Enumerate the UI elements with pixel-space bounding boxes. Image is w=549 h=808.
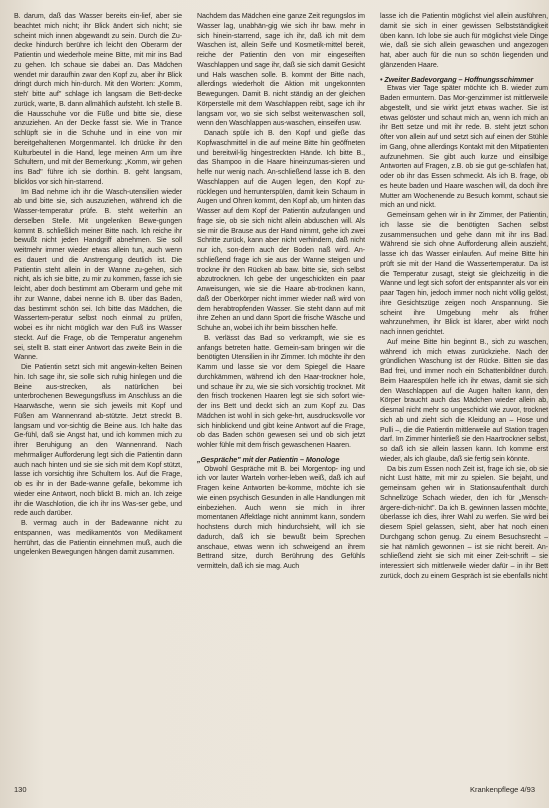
paragraph: B. vermag auch in der Badewanne nicht zu entspannen, was medikamentös von Medikament herrührt, das die Patientin einnehmen muß, auch die ungelenken Bewegungen hängen damit zusammen.	[14, 520, 182, 557]
page-footer	[14, 783, 535, 797]
paragraph: B. darum, daß das Wasser bereits ein-lief, aber sie beachtet mich nicht; ihr Blick ändert sich nicht; sie scheint mich innen abgewandt zu sein. Durch die Zu-decke hindurch berühre ich leicht den Oberarm der Patientin und wiederhole meine Bitte, mit mir ins Bad zu gehen. Ich schaue sie dabei an. Das Mädchen wendet mir daraufhin zwar den Kopf zu, aber ihr Blick dringt durch mich hin-durch. Mit den Worten: „Komm, steh' bitte auf" schlage ich langsam die Bett-decke zurück, warte, B. dann allmählich aufsteht. Ich stelle B. die Hausschuhe vor die Füße und bitte sie, diese anzuziehen. An der Decke fasst sie. Wie in Trance schlüpft sie in die Schuhe und in eine von mir bereitgehaltenen Morgenmantel. Ich drücke ihr den Kulturbeutel in die Hand, lege meinen Arm um ihre Schultern, und mit der Bemerkung: „Komm, wir gehen ins Bad" führe ich sie dorthin. B. geht langsam, blicklos vor sich hin-starrend.	[14, 13, 182, 186]
magazine-issue: Krankenpflege 4/93	[469, 785, 535, 794]
paragraph: Obwohl Gespräche mit B. bei Morgentop- ing und ich vor lauter Warteln vorher-leben weiß, daß ich auf Fragen keine Antworten be-komme, möchte ich sie wie einen psychisch Gesunden in alle Handlungen mit einbeziehen. Auch wenn sie mich in ihrer momentanen Affektlage nicht annimmt kann, sondern hochstens durch mich hindurchsieht, will ich sie dadurch, daß ich sie bewußt beim Sprechen anschaue, etwas wenn ich schweigend an ihrem Bettrand sitze, durch Berührung des Gefühls vermitteln, daß ich sie mag. Auch	[197, 465, 365, 570]
paragraph: lasse ich die Patientin möglichst viel allein ausführen, damit sie sich in einer gewissen Selbstständigkeit üben kann. Ich lobe sie auch für möglichst viele Dinge wie, daß sie sich allein gewaschen und angezogen hat, aber auch für die nun so schön liegenden und glänzenden Haare.	[380, 13, 548, 69]
text-column-1	[14, 12, 182, 778]
section-heading: „Gespräche" mit der Patientin – Monologe	[197, 454, 340, 464]
paragraph: Auf meine Bitte hin beginnt B., sich zu waschen, während ich mich etwas zurückziehe. Nach der gründlichen Waschung ist der Rücke. Bitten sie das Bad frei, und immer noch ein Schattenbildner durch. Beim Haarespülen helfe ich ihr etwas, damit sie sich den Waschlappen auf die Augen halten kann, den Körper braucht auch das Mädchen wieder allein ab, diesmal nicht mehr so ungeschickt wie zuvor, trocknet sich ab und zieht sich die Kleidung an – Hose und Pulli –, die die Patientin mittlerweile auf Station tragen darf. Im Zimmer hinterließ sie den Haartrockner selbst, so daß ich sie allein lassen kann. Ich komme erst wieder, als ich glaube, daß sie fertig sein könnte.	[380, 338, 548, 463]
paragraph: Gemeinsam gehen wir in ihr Zimmer, der Patientin, ich lasse sie die benötigten Sachen selbst zusammensuchen und gehe dann mit ihr ins Bad. Während sie sich ohne Aufforderung allein auszieht, lasse ich das Wasser einlaufen. Auf meine Bitte hin prüft sie mit der Hand die Wassertemperatur. Da ist die Temperatur zusagt, steigt sie gleichzeitig in die Wanne und legt sich sofort der entspannter als vor ein paar Tagen hin, jedoch immer noch nicht völlig gelöst, ihre Gesichtszüge zeigen noch Anspannung. Sie scheint ihre Umgebung mehr als früher wahrzunehmen, ihr Blick ist klarer, aber wirkt noch nach innen gerichtet.	[380, 212, 548, 336]
paragraph: Die Patientin setzt sich mit angewin-kelten Beinen hin. Ich sage ihr, sie solle sich ruhig hinlegen und die Beine aus-strecken, als natürlichen bei unterbrochenen Bewegungsfluss im Anschluss an die Haarwäsche, wenn sie sich jeweils mit Kopf und Füßen am Wannenrand ab-stützte. Jetzt streckt B. langsam und vor-sichtig die Beine aus. Ich halte das Ge-fühl, daß sie Angst hat, und ich kommen mich zu ihrer Beruhigung an den Wannenrand. Nach mehrmaliger Aufforderung legt sich die Patientin dann auch nach hinten und sie sie sich mit dem Kopf stützt, lasse ich vorsichtig ihre Schultern los. Auf die Frage, ob es ihr in der Bade-wanne gefalle, bekomme ich wieder eine Antwort, noch blickt B. mich an. Ich zeige ihr die Waschlotion, die ich ihr ins Was-ser gebe, und rede auch darüber.	[14, 364, 182, 518]
paragraph: Da bis zum Essen noch Zeit ist, frage ich sie, ob sie nicht Lust hätte, mit mir zu spielen. Sie bejaht, und gemeinsam gehen wir in Stationsaufenthalt durch Schnellzüge Schach wieder, den ich für „Mensch-ärgere-dich-nicht". Da ich B. gewinnen lassen möchte, überlasse ich dies, ihrer Wahl zu werfen. Sie wird bei diesem Spiel gelassen, sieht, aber hat noch einen Durchgang schon genug. Zu einem Besuchsrecht – sie hat nämlich gewonnen – ist sie nicht bereit. An-schließend zieht sie sich mit einer Zeit-schrift – sie interessiert sich mittlerweile wieder dafür – in ihr Bett zurück, doch zu einem Gespräch ist sie ebenfalls nicht	[380, 465, 548, 580]
paragraph: B. verlässt das Bad so verkrampft, wie sie es anfangs betreten hatte. Gemein-sam bringen wir die benötigten Utensilien in ihr Zimmer. Ich möchte ihr den Kamm und lasse sie vor dem Spiegel die Haare durchkämmen, während ich den Haar-trockner hole, und schaue ihr zu, wie sie sich vorsichtig trocknet. Mit den frisch trockenen Haaren legt sie sich sofort wie-der ins Bett und deckt sich an zum Kopf zu. Das Mädchen ist wohl in sich geke-hrt, ausdrucksvolle vor sich hinblickend und gibt keine Antwort auf die Frage, ob das Baden schön gewesen sei und ob sich jetzt wohler fühle mit dem frisch gewaschenen Haaren.	[197, 334, 365, 449]
text-column-2	[197, 12, 365, 778]
text-column-3	[380, 12, 548, 778]
paragraph: Im Bad nehme ich ihr die Wasch-utensilien wieder ab und bitte sie, sich auszuziehen, während ich die Wasser-temperatur prüfe. B. steht weiterhin an derselben Stelle. Mit ungelenken Bewe-gungen kommt B. schließlich meiner Bitte nach. Ich reiche ihr bewußt nicht jeden Handgriff abnehmen. Sie soll weitmehr immer wieder etwas allein tun, auch wenn es dauert und die Anstrengung deutlich ist. Die Patientin steht allein in der Wanne zu-gehen, sich nicht, als ich sie bitte, zu mir zu kommen, fasse ich sie leicht, aber doch bestimmt am Oberarm und gehe mit ihr zur Wanne, dabei nenne ich B. über das Baden, das bestimmt schön sei. Ich bitte das Mädchen, die Wassertem-peratur selbst noch einmal zu prüfen, wobei es ihr nicht möglich war den Fuß ins Wasser steckt. Auf die Frage, ob die Temperatur angenehm sei, stellt B. statt einer Antwort das zweite Bein in die Wanne.	[14, 188, 182, 362]
page-number: 130	[14, 785, 27, 794]
section-heading: • Zweiter Badevorgang – Hoffnungsschimmer	[380, 74, 534, 84]
paragraph: Danach spüle ich B. den Kopf und gieße das Kopfwaschmittel in die auf meine Bitte hin geöffneten und bereitwil-lig hingestreckten Hände. Ich bitte B., das Shampoo in die Haare hineinzumas-sieren und helfe nur wenig nach. An-schließend lasse ich B. den Waschlappen auf die Augen legen, den Kopf zu-rücklegen und herrunterspülen, damit kein Schaum in Augen und Ohren kommt, den Kopf ab, um hinten das Wasser auf dem Kopf der Patientin aufzufangen und frage sie, ob sie sich nicht allein abduschen will. Als sie mir die Brause aus der Hand nimmt, gehe ich zwei Schritte zurück, kann aber nicht verhindern, daß nicht nur ich, son-dern auch der Boden naß wird. An-schließend frage ich sie aus der Wanne steigen und trockne ihr den Rücken ab baw. bitte sie, sich selbst abzutrocknen. Ich gebe der ungeschickten ein paar Anweisungen, wie sie die Haare ab-trocknen kann, daß der Oberkörper nicht immer wieder naß wird von dem herabtropfenden Wasser. Sie steht dann auf mit ihre Zehen an und dann Sport die frische Wäsche und Schuhe an, wobei ich ihr beim bisschen helfe.	[197, 130, 365, 332]
paragraph: Nachdem das Mädchen eine ganze Zeit regungslos im Wasser lag, unabhän-gig wie sich ihr baw. mehr in sich hinein-starrend, sage ich ihr, daß ich mit dem Waschen ist, allein Seife und Kosmetik-mittel bereit, reiche der Patientin den von mir eingeseiften Waschlappen und sage ihr, daß sie sich damit Gesicht und Hals waschen solle. B. kommt der Bitte nach, allerdings wiederholt die Aktion mit ungekonnten Bewegungen. Damit B. nicht ständig an der gleichen Körperstelle mit dem Waschlappen reibt, sage ich ihr langsam vor, wo sie sich selbst weiterwaschen soll, wenn den Waschlappen aus-waschen, einseifen usw.	[197, 13, 365, 128]
paragraph: Etwas vier Tage später möchte ich B. wieder zum Baden ermuntern. Das Mor-genzimmer ist mittlerweile abgestellt, und sie wirkt jetzt etwas wacher. Sie ist etwas gelöster und schaut mich an, wenn ich mich an ihr Bett setze und mit ihr rede. B. steht jetzt schon öfter von allein auf und setzt sich auf einen der Stühle im Gang, ohne allerdings Kontakt mit den Mitpatienten aufzunehmen. Sie gibt auch kurze und einsilbige Antworten auf Fragen, z.B. ob sie gut ge-schlafen hat, oder ob ihr das Essen schmeckt. Als ich B. frage, ob es heute baden und Haare waschen will, da doch ihre Mutter am Wochenende zu Besuch kommt, schaut sie mich an und nickt.	[380, 85, 548, 210]
